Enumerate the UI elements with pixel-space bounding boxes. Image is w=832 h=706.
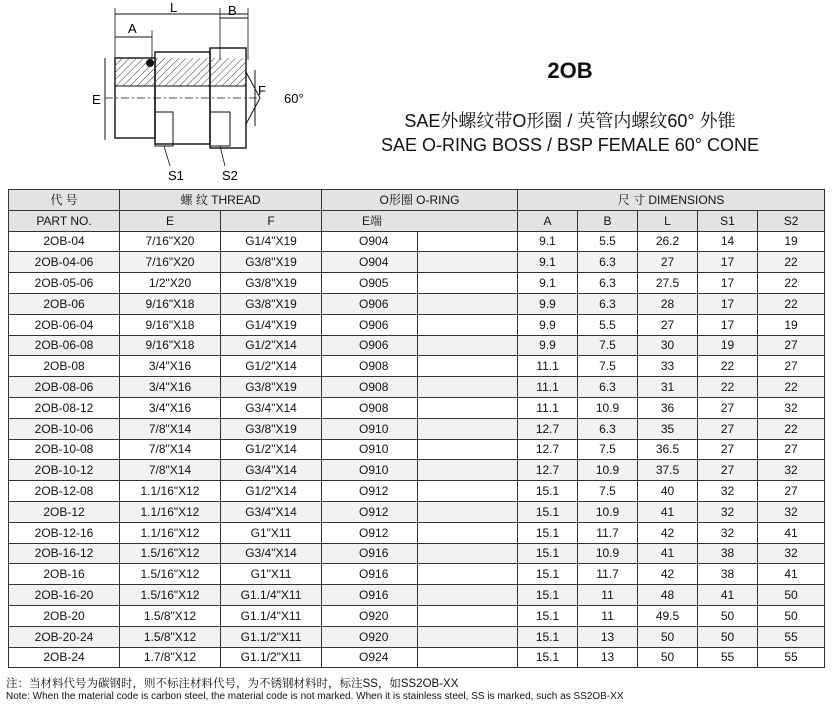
- cell-thread-f: G3/8"X19: [221, 252, 322, 273]
- cell-b: 7.5: [578, 481, 638, 502]
- cell-thread-e: 1.1/16"X12: [120, 522, 221, 543]
- col-e: E: [120, 210, 221, 231]
- cell-b: 11: [578, 605, 638, 626]
- cell-s1: 41: [698, 585, 758, 606]
- cell-a: 15.1: [518, 564, 578, 585]
- cell-oring: O924: [322, 647, 418, 668]
- s1-label: S1: [168, 168, 184, 183]
- cell-part-no: 2OB-16-20: [9, 585, 120, 606]
- cell-b: 5.5: [578, 231, 638, 252]
- cell-thread-e: 7/8"X14: [120, 418, 221, 439]
- dim-label-b: B: [228, 3, 237, 18]
- cell-s1: 17: [698, 273, 758, 294]
- cell-a: 15.1: [518, 543, 578, 564]
- cell-spacer: [418, 231, 518, 252]
- cell-a: 9.1: [518, 252, 578, 273]
- cell-s1: 32: [698, 481, 758, 502]
- table-row: [9, 335, 825, 356]
- cell-thread-f: G1.1/4"X11: [221, 585, 322, 606]
- dim-label-f: F: [258, 83, 266, 98]
- cell-part-no: 2OB-06-04: [9, 314, 120, 335]
- table-row: [9, 626, 825, 647]
- cell-l: 37.5: [638, 460, 698, 481]
- cell-b: 13: [578, 626, 638, 647]
- cell-b: 6.3: [578, 252, 638, 273]
- cell-thread-f: G1/4"X19: [221, 314, 322, 335]
- cell-s2: 22: [758, 293, 825, 314]
- cell-thread-f: G1/2"X14: [221, 481, 322, 502]
- col-s2: S2: [758, 210, 825, 231]
- cell-thread-f: G1/2"X14: [221, 439, 322, 460]
- cell-l: 48: [638, 585, 698, 606]
- title-chinese: SAE外螺纹带O形圈 / 英管内螺纹60° 外锥: [404, 111, 736, 131]
- cell-s1: 55: [698, 647, 758, 668]
- cell-b: 10.9: [578, 543, 638, 564]
- cell-part-no: 2OB-08-12: [9, 397, 120, 418]
- cell-a: 9.1: [518, 273, 578, 294]
- cell-thread-f: G3/8"X19: [221, 273, 322, 294]
- cell-s2: 19: [758, 314, 825, 335]
- cell-b: 11.7: [578, 522, 638, 543]
- cell-oring: O910: [322, 439, 418, 460]
- cell-oring: O906: [322, 335, 418, 356]
- cell-thread-e: 1/2"X20: [120, 273, 221, 294]
- table-row: [9, 293, 825, 314]
- cell-s2: 27: [758, 439, 825, 460]
- cell-a: 12.7: [518, 460, 578, 481]
- cell-b: 5.5: [578, 314, 638, 335]
- cell-a: 15.1: [518, 481, 578, 502]
- cell-s1: 38: [698, 543, 758, 564]
- dim-label-l: L: [170, 0, 178, 15]
- cell-part-no: 2OB-20-24: [9, 626, 120, 647]
- cell-thread-e: 1.5/16"X12: [120, 564, 221, 585]
- cell-s2: 50: [758, 585, 825, 606]
- table-row: [9, 605, 825, 626]
- cell-thread-f: G1.1/4"X11: [221, 605, 322, 626]
- cell-thread-f: G1.1/2"X11: [221, 626, 322, 647]
- cell-l: 27.5: [638, 273, 698, 294]
- table-row: [9, 564, 825, 585]
- header-code: 代 号: [9, 190, 120, 211]
- cell-s2: 22: [758, 377, 825, 398]
- cell-l: 41: [638, 501, 698, 522]
- table-row: [9, 501, 825, 522]
- cell-spacer: [418, 605, 518, 626]
- cell-s1: 38: [698, 564, 758, 585]
- cell-spacer: [418, 564, 518, 585]
- cell-part-no: 2OB-06: [9, 293, 120, 314]
- cell-s1: 22: [698, 377, 758, 398]
- cell-a: 12.7: [518, 418, 578, 439]
- cell-part-no: 2OB-04: [9, 231, 120, 252]
- cell-s2: 32: [758, 543, 825, 564]
- cell-b: 7.5: [578, 356, 638, 377]
- cell-part-no: 2OB-08: [9, 356, 120, 377]
- cell-part-no: 2OB-12-16: [9, 522, 120, 543]
- cell-thread-e: 9/16"X18: [120, 293, 221, 314]
- cell-oring: O912: [322, 522, 418, 543]
- cell-oring: O906: [322, 314, 418, 335]
- cell-thread-f: G3/4"X14: [221, 397, 322, 418]
- cell-b: 11.7: [578, 564, 638, 585]
- cell-s1: 14: [698, 231, 758, 252]
- cell-spacer: [418, 439, 518, 460]
- cell-spacer: [418, 314, 518, 335]
- cell-l: 36: [638, 397, 698, 418]
- cell-b: 7.5: [578, 439, 638, 460]
- cell-oring: O908: [322, 356, 418, 377]
- cell-s1: 17: [698, 252, 758, 273]
- col-e-end: E端: [322, 210, 518, 231]
- cell-thread-f: G1/4"X19: [221, 231, 322, 252]
- cell-a: 15.1: [518, 585, 578, 606]
- cell-s1: 22: [698, 356, 758, 377]
- cell-spacer: [418, 647, 518, 668]
- cell-oring: O912: [322, 481, 418, 502]
- table-row: [9, 252, 825, 273]
- cell-s2: 22: [758, 273, 825, 294]
- cell-s2: 32: [758, 501, 825, 522]
- cell-a: 12.7: [518, 439, 578, 460]
- cell-s2: 27: [758, 356, 825, 377]
- cell-part-no: 2OB-10-12: [9, 460, 120, 481]
- cell-thread-f: G3/8"X19: [221, 293, 322, 314]
- cell-thread-e: 1.5/8"X12: [120, 626, 221, 647]
- cell-l: 27: [638, 314, 698, 335]
- angle-label: 60°: [284, 91, 304, 106]
- cell-l: 35: [638, 418, 698, 439]
- cell-s1: 32: [698, 522, 758, 543]
- cell-part-no: 2OB-12-08: [9, 481, 120, 502]
- cell-thread-e: 1.7/8"X12: [120, 647, 221, 668]
- cell-s2: 22: [758, 252, 825, 273]
- cell-thread-e: 1.5/16"X12: [120, 543, 221, 564]
- cell-s2: 50: [758, 605, 825, 626]
- cell-s1: 27: [698, 418, 758, 439]
- cell-l: 50: [638, 626, 698, 647]
- cell-s2: 19: [758, 231, 825, 252]
- cell-s1: 27: [698, 397, 758, 418]
- cell-b: 6.3: [578, 273, 638, 294]
- cell-part-no: 2OB-20: [9, 605, 120, 626]
- cell-spacer: [418, 252, 518, 273]
- table-row: [9, 418, 825, 439]
- table-row: [9, 314, 825, 335]
- col-b: B: [578, 210, 638, 231]
- cell-oring: O904: [322, 252, 418, 273]
- cell-thread-f: G1"X11: [221, 564, 322, 585]
- cell-oring: O916: [322, 585, 418, 606]
- cell-l: 50: [638, 647, 698, 668]
- table-row: [9, 356, 825, 377]
- cell-part-no: 2OB-06-08: [9, 335, 120, 356]
- cell-oring: O908: [322, 377, 418, 398]
- cell-spacer: [418, 585, 518, 606]
- cell-a: 15.1: [518, 626, 578, 647]
- spec-table: [8, 189, 825, 668]
- col-part-no: PART NO.: [9, 210, 120, 231]
- cell-s1: 50: [698, 605, 758, 626]
- table-row: [9, 647, 825, 668]
- fitting-drawing: [60, 0, 340, 186]
- table-row: [9, 460, 825, 481]
- cell-l: 36.5: [638, 439, 698, 460]
- cell-l: 41: [638, 543, 698, 564]
- cell-thread-f: G1/2"X14: [221, 356, 322, 377]
- cell-thread-e: 3/4"X16: [120, 356, 221, 377]
- cell-spacer: [418, 460, 518, 481]
- cell-thread-e: 7/16"X20: [120, 231, 221, 252]
- cell-spacer: [418, 377, 518, 398]
- cell-a: 9.1: [518, 231, 578, 252]
- cell-oring: O904: [322, 231, 418, 252]
- cell-spacer: [418, 397, 518, 418]
- table-row: [9, 543, 825, 564]
- cell-oring: O910: [322, 460, 418, 481]
- table-row: [9, 585, 825, 606]
- cell-thread-e: 3/4"X16: [120, 397, 221, 418]
- header-oring: O形圈 O-RING: [322, 190, 518, 211]
- cell-part-no: 2OB-12: [9, 501, 120, 522]
- table-row: [9, 397, 825, 418]
- cell-a: 15.1: [518, 501, 578, 522]
- cell-a: 15.1: [518, 647, 578, 668]
- col-l: L: [638, 210, 698, 231]
- cell-l: 31: [638, 377, 698, 398]
- cell-b: 10.9: [578, 460, 638, 481]
- cell-oring: O920: [322, 605, 418, 626]
- cell-a: 11.1: [518, 377, 578, 398]
- cell-thread-e: 7/8"X14: [120, 439, 221, 460]
- title-english: SAE O-RING BOSS / BSP FEMALE 60° CONE: [381, 135, 759, 155]
- col-s1: S1: [698, 210, 758, 231]
- cell-l: 27: [638, 252, 698, 273]
- cell-oring: O906: [322, 293, 418, 314]
- note-english: Note: When the material code is carbon steel, the material code is not marked. When it is stainless steel, SS is marked, such as SS2OB-XX: [6, 691, 624, 702]
- cell-part-no: 2OB-08-06: [9, 377, 120, 398]
- cell-thread-e: 9/16"X18: [120, 335, 221, 356]
- cell-spacer: [418, 356, 518, 377]
- cell-thread-f: G3/4"X14: [221, 460, 322, 481]
- cell-b: 6.3: [578, 293, 638, 314]
- cell-l: 30: [638, 335, 698, 356]
- cell-s1: 32: [698, 501, 758, 522]
- cell-oring: O916: [322, 543, 418, 564]
- cell-spacer: [418, 335, 518, 356]
- cell-part-no: 2OB-24: [9, 647, 120, 668]
- cell-s2: 32: [758, 397, 825, 418]
- cell-l: 42: [638, 564, 698, 585]
- cell-l: 40: [638, 481, 698, 502]
- cell-thread-e: 7/16"X20: [120, 252, 221, 273]
- cell-spacer: [418, 481, 518, 502]
- cell-part-no: 2OB-10-06: [9, 418, 120, 439]
- cell-s2: 22: [758, 418, 825, 439]
- cell-b: 10.9: [578, 397, 638, 418]
- cell-s2: 55: [758, 647, 825, 668]
- cell-s1: 17: [698, 293, 758, 314]
- col-a: A: [518, 210, 578, 231]
- product-code: 2OB: [547, 58, 593, 83]
- cell-part-no: 2OB-10-08: [9, 439, 120, 460]
- cell-a: 15.1: [518, 605, 578, 626]
- header-thread: 螺 纹 THREAD: [120, 190, 322, 211]
- cell-thread-f: G1.1/2"X11: [221, 647, 322, 668]
- cell-spacer: [418, 626, 518, 647]
- cell-oring: O908: [322, 397, 418, 418]
- cell-s2: 32: [758, 460, 825, 481]
- cell-thread-f: G3/4"X14: [221, 543, 322, 564]
- cell-thread-f: G1"X11: [221, 522, 322, 543]
- cell-oring: O920: [322, 626, 418, 647]
- cell-a: 11.1: [518, 356, 578, 377]
- cell-thread-f: G1/2"X14: [221, 335, 322, 356]
- cell-s2: 27: [758, 481, 825, 502]
- cell-oring: O912: [322, 501, 418, 522]
- cell-s1: 19: [698, 335, 758, 356]
- s2-label: S2: [222, 168, 238, 183]
- cell-oring: O905: [322, 273, 418, 294]
- cell-l: 28: [638, 293, 698, 314]
- cell-b: 10.9: [578, 501, 638, 522]
- cell-thread-e: 1.5/8"X12: [120, 605, 221, 626]
- cell-part-no: 2OB-16: [9, 564, 120, 585]
- cell-spacer: [418, 293, 518, 314]
- cell-l: 33: [638, 356, 698, 377]
- cell-s1: 27: [698, 460, 758, 481]
- cell-a: 9.9: [518, 314, 578, 335]
- table-row: [9, 439, 825, 460]
- table-row: [9, 377, 825, 398]
- note-chinese: 注：当材料代号为碳钢时，则不标注材料代号，为不锈钢材料时，标注SS，如SS2OB-XX: [6, 678, 459, 690]
- cell-s2: 27: [758, 335, 825, 356]
- table-row: [9, 273, 825, 294]
- cell-thread-f: G3/8"X19: [221, 377, 322, 398]
- cell-b: 11: [578, 585, 638, 606]
- cell-thread-e: 7/8"X14: [120, 460, 221, 481]
- table-row: [9, 481, 825, 502]
- cell-spacer: [418, 543, 518, 564]
- cell-l: 49.5: [638, 605, 698, 626]
- cell-part-no: 2OB-16-12: [9, 543, 120, 564]
- cell-a: 9.9: [518, 335, 578, 356]
- cell-b: 7.5: [578, 335, 638, 356]
- cell-s2: 41: [758, 522, 825, 543]
- cell-thread-e: 1.1/16"X12: [120, 481, 221, 502]
- table-row: [9, 522, 825, 543]
- cell-thread-e: 3/4"X16: [120, 377, 221, 398]
- cell-s1: 27: [698, 439, 758, 460]
- cell-s1: 17: [698, 314, 758, 335]
- cell-part-no: 2OB-04-06: [9, 252, 120, 273]
- cell-s2: 41: [758, 564, 825, 585]
- header-dimensions: 尺 寸 DIMENSIONS: [518, 190, 825, 211]
- cell-l: 26.2: [638, 231, 698, 252]
- dim-label-e: E: [92, 92, 101, 107]
- cell-a: 11.1: [518, 397, 578, 418]
- cell-spacer: [418, 273, 518, 294]
- cell-thread-f: G3/8"X19: [221, 418, 322, 439]
- cell-thread-e: 1.5/16"X12: [120, 585, 221, 606]
- cell-spacer: [418, 418, 518, 439]
- cell-a: 9.9: [518, 293, 578, 314]
- cell-b: 13: [578, 647, 638, 668]
- cell-spacer: [418, 501, 518, 522]
- cell-oring: O910: [322, 418, 418, 439]
- cell-thread-e: 9/16"X18: [120, 314, 221, 335]
- dim-label-a: A: [128, 21, 137, 36]
- cell-b: 6.3: [578, 418, 638, 439]
- cell-oring: O916: [322, 564, 418, 585]
- cell-s1: 50: [698, 626, 758, 647]
- cell-s2: 55: [758, 626, 825, 647]
- cell-thread-f: G3/4"X14: [221, 501, 322, 522]
- cell-b: 6.3: [578, 377, 638, 398]
- cell-l: 42: [638, 522, 698, 543]
- cell-spacer: [418, 522, 518, 543]
- col-f: F: [221, 210, 322, 231]
- cell-part-no: 2OB-05-06: [9, 273, 120, 294]
- table-row: [9, 231, 825, 252]
- cell-a: 15.1: [518, 522, 578, 543]
- cell-thread-e: 1.1/16"X12: [120, 501, 221, 522]
